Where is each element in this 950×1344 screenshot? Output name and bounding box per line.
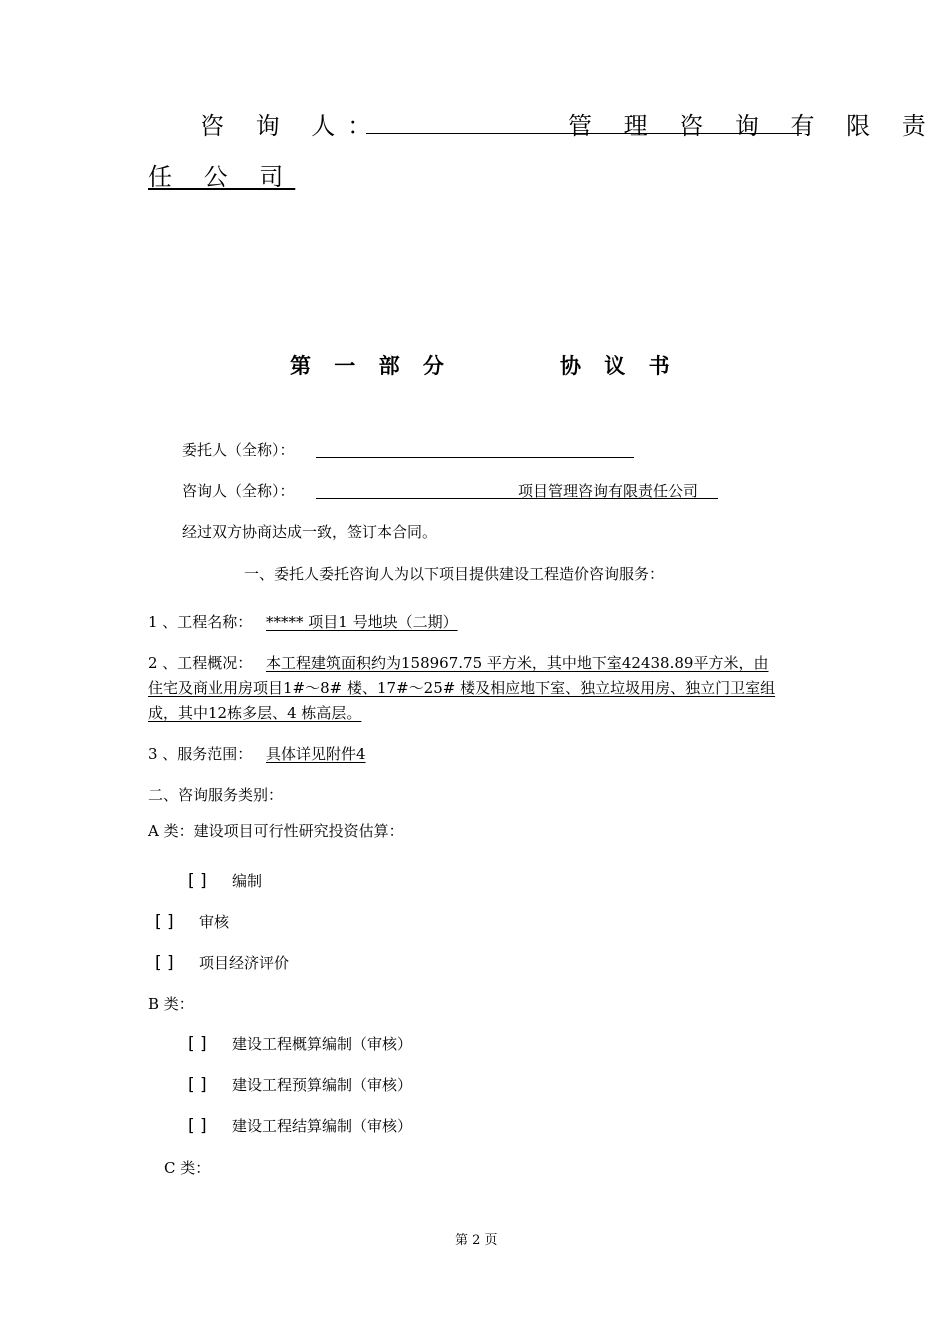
section-part: 第 一 部 分 — [290, 353, 452, 378]
consultant-name-part2: 任 公 司 — [148, 163, 296, 191]
checkbox-bracket[interactable]: [ ] — [188, 871, 207, 891]
project-name-value: ***** 项目1 号地块（二期） — [266, 613, 458, 631]
class-a-label: A 类：建设项目可行性研究投资估算： — [148, 822, 404, 840]
project-overview-line3: 成，其中12栋多层、4 栋高层。 — [148, 704, 362, 722]
page-number: 第 2 页 — [455, 1233, 498, 1248]
class-b-option-estimate[interactable] — [188, 1033, 412, 1054]
consultant-fullname-value: 项目管理咨询有限责任公司 — [518, 482, 699, 500]
class-a-option-compile[interactable] — [188, 870, 262, 891]
class-b-option-budget[interactable] — [188, 1074, 412, 1095]
consultant-name-part1: 管 理 咨 询 有 限 责 — [568, 112, 938, 140]
class-a-option-review[interactable] — [155, 911, 229, 932]
clause2-heading: 二、咨询服务类别： — [148, 786, 284, 804]
option-label: 项目经济评价 — [199, 954, 290, 972]
option-label: 建设工程预算编制（审核） — [232, 1076, 413, 1094]
clause1-heading: 一、委托人委托咨询人为以下项目提供建设工程造价咨询服务： — [244, 565, 665, 583]
option-label: 编制 — [232, 872, 263, 890]
checkbox-bracket[interactable]: [ ] — [155, 912, 174, 932]
option-label: 建设工程结算编制（审核） — [232, 1117, 413, 1135]
checkbox-bracket[interactable]: [ ] — [188, 1116, 207, 1136]
section-title: 协 议 书 — [560, 353, 678, 378]
client-label: 委托人（全称）： — [182, 441, 295, 459]
agreement-text: 经过双方协商达成一致，签订本合同。 — [182, 523, 438, 541]
service-scope-label: 3 、服务范围： — [148, 745, 253, 763]
checkbox-bracket[interactable]: [ ] — [188, 1034, 207, 1054]
consultant-fullname-label: 咨询人（全称）： — [182, 482, 295, 500]
checkbox-bracket[interactable]: [ ] — [155, 953, 174, 973]
class-b-option-settlement[interactable] — [188, 1115, 412, 1136]
project-name-label: 1 、工程名称： — [148, 613, 253, 631]
class-b-label: B 类： — [148, 995, 194, 1013]
option-label: 建设工程概算编制（审核） — [232, 1035, 413, 1053]
client-underline — [316, 457, 634, 458]
project-overview-line2: 住宅及商业用房项目1#～8# 楼、17#～25# 楼及相应地下室、独立垃圾用房、独立门卫室组 — [148, 679, 776, 697]
consultant-label: 咨 询 人： — [200, 112, 384, 140]
project-overview-line1: 本工程建筑面积约为158967.75 平方米，其中地下室42438.89平方米，由 — [266, 654, 769, 672]
project-overview-label: 2 、工程概况： — [148, 654, 253, 672]
service-scope-value: 具体详见附件4 — [266, 745, 366, 763]
option-label: 审核 — [199, 913, 230, 931]
class-a-option-economic[interactable] — [155, 952, 289, 973]
class-c-label: C 类： — [164, 1159, 211, 1177]
checkbox-bracket[interactable]: [ ] — [188, 1075, 207, 1095]
